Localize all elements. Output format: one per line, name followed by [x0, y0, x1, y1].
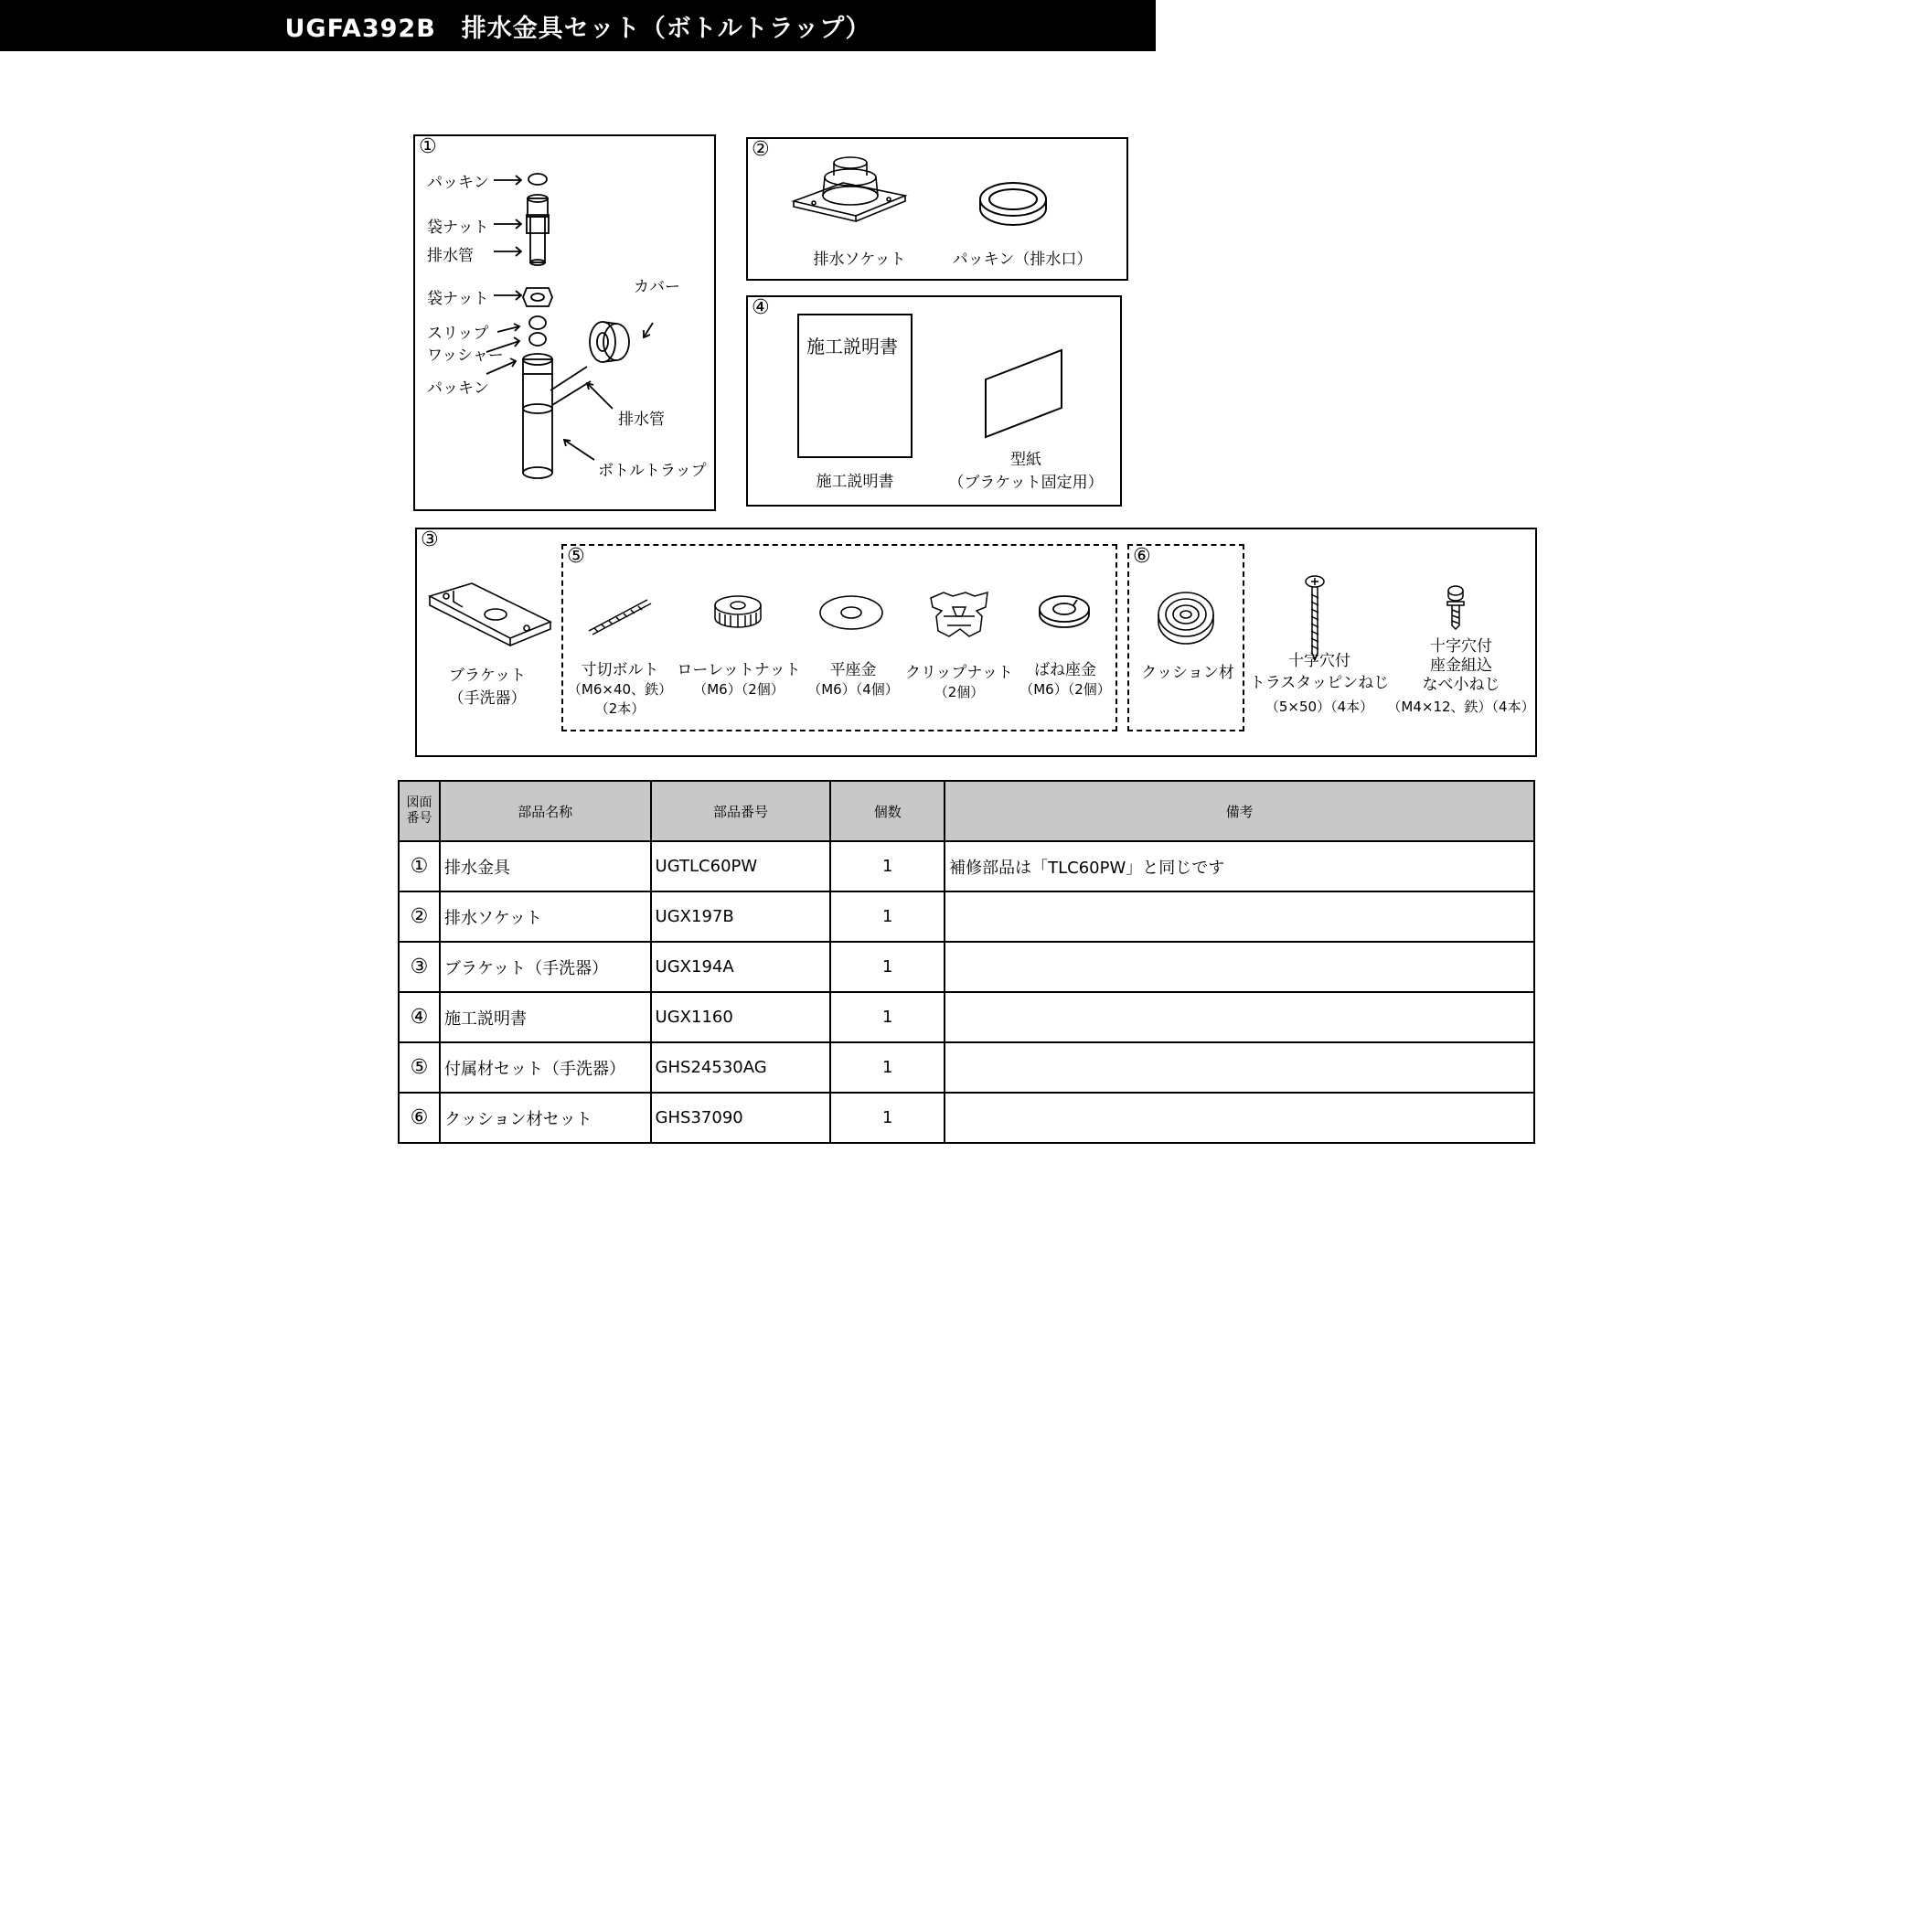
cell-part: GHS37090 [651, 1093, 831, 1143]
cell-no: ② [399, 891, 440, 942]
cell-note [945, 1042, 1534, 1093]
cell-part: UGX194A [651, 942, 831, 992]
flat-washer-illustration [818, 594, 884, 633]
label-spring-washer: ばね座金 [1034, 661, 1096, 679]
label-knurled-nut: ローレットナット [677, 661, 801, 679]
label-cushion-material: クッション材 [1141, 664, 1234, 682]
spring-washer-illustration [1037, 592, 1092, 629]
cell-name: クッション材セット [440, 1093, 651, 1143]
table-row [399, 891, 1534, 942]
label-cap-nut-mid: 袋ナット [427, 290, 489, 308]
table-row [399, 1093, 1534, 1143]
cell-qty: 1 [830, 891, 945, 942]
table-row [399, 942, 1534, 992]
figure-number-4: ④ [752, 296, 770, 319]
label-drain-socket: 排水ソケット [813, 251, 906, 269]
label-clip-nut-qty: （2個） [934, 684, 985, 700]
cell-no: ① [399, 841, 440, 891]
cell-qty: 1 [830, 1042, 945, 1093]
drain-fitting-illustration [413, 134, 716, 511]
label-template: 型紙 [1010, 451, 1041, 469]
label-manual: 施工説明書 [816, 473, 894, 491]
label-flat-washer-spec: （M6）（4個） [807, 681, 899, 698]
knurled-nut-illustration [712, 592, 763, 633]
cell-name: ブラケット（手洗器） [440, 942, 651, 992]
cell-qty: 1 [830, 1093, 945, 1143]
label-cap-nut-top: 袋ナット [427, 219, 489, 237]
cell-note [945, 992, 1534, 1042]
table-header-row [399, 781, 1534, 841]
cell-part: UGX1160 [651, 992, 831, 1042]
cell-note [945, 1093, 1534, 1143]
label-drain-pipe-top: 排水管 [427, 247, 474, 265]
header-part-name: 部品名称 [440, 781, 651, 841]
figure-number-3: ③ [421, 528, 439, 551]
label-tapping-screw-1: 十字穴付 [1288, 652, 1350, 670]
label-bracket-basin: （手洗器） [448, 689, 527, 708]
parts-table [398, 780, 1535, 1144]
table-row [399, 1042, 1534, 1093]
figure-number-1: ① [419, 135, 437, 158]
cell-name: 付属材セット（手洗器） [440, 1042, 651, 1093]
label-threaded-bolt: 寸切ボルト [581, 661, 659, 679]
manual-cover-title: 施工説明書 [806, 336, 898, 358]
cell-part: UGTLC60PW [651, 841, 831, 891]
label-threaded-bolt-qty: （2本） [594, 700, 646, 717]
table-row [399, 841, 1534, 891]
label-template-use: （ブラケット固定用） [948, 474, 1104, 492]
label-pan-screw-spec: （M4×12、鉄）（4本） [1387, 699, 1535, 715]
header-quantity: 個数 [830, 781, 945, 841]
figure-number-2: ② [752, 138, 770, 161]
bracket-illustration [426, 578, 554, 651]
header-remarks: 備考 [945, 781, 1534, 841]
cell-name: 施工説明書 [440, 992, 651, 1042]
label-threaded-bolt-spec: （M6×40、鉄） [567, 681, 673, 698]
label-clip-nut: クリップナット [905, 664, 1013, 682]
label-flat-washer: 平座金 [829, 661, 877, 679]
cell-no: ③ [399, 942, 440, 992]
drain-socket-illustration [786, 155, 914, 238]
cell-no: ⑥ [399, 1093, 440, 1143]
cell-qty: 1 [830, 942, 945, 992]
cell-qty: 1 [830, 992, 945, 1042]
label-cover: カバー [634, 278, 680, 296]
label-washer: ワッシャー [427, 347, 504, 365]
header-drawing-no-text: 図面 番号 [406, 795, 432, 826]
pan-head-screw-illustration [1445, 585, 1467, 631]
figure-number-6: ⑥ [1133, 545, 1151, 568]
cell-note [945, 942, 1534, 992]
page-title: UGFA392B 排水金具セット（ボトルトラップ） [0, 0, 1156, 51]
cell-name: 排水金具 [440, 841, 651, 891]
label-knurled-nut-spec: （M6）（2個） [693, 681, 785, 698]
label-bracket: ブラケット [448, 667, 527, 685]
cell-part: GHS24530AG [651, 1042, 831, 1093]
drain-packing-illustration [977, 179, 1050, 229]
label-tapping-screw-2: トラスタッピンねじ [1249, 674, 1390, 692]
cell-name: 排水ソケット [440, 891, 651, 942]
label-spring-washer-spec: （M6）（2個） [1019, 681, 1111, 698]
cell-qty: 1 [830, 841, 945, 891]
cell-note [945, 891, 1534, 942]
label-drain-pipe-side: 排水管 [618, 411, 665, 429]
header-part-number: 部品番号 [651, 781, 831, 841]
header-drawing-no [399, 781, 440, 841]
table-row [399, 992, 1534, 1042]
tapping-screw-illustration [1304, 574, 1326, 662]
cell-part: UGX197B [651, 891, 831, 942]
label-slip: スリップ [427, 325, 489, 343]
cell-no: ⑤ [399, 1042, 440, 1093]
cushion-material-illustration [1156, 585, 1216, 642]
cell-no: ④ [399, 992, 440, 1042]
label-tapping-screw-spec: （5×50）（4本） [1265, 699, 1374, 715]
figure-number-5: ⑤ [567, 545, 585, 568]
threaded-bolt-illustration [585, 594, 651, 635]
label-pan-screw-1: 十字穴付 [1430, 637, 1492, 656]
label-drain-packing: パッキン（排水口） [952, 251, 1093, 269]
cell-note: 補修部品は「TLC60PW」と同じです [945, 841, 1534, 891]
manual-illustration [797, 314, 913, 458]
label-packing-bottom: パッキン [427, 379, 489, 398]
label-bottle-trap: ボトルトラップ [598, 462, 707, 480]
label-packing-top: パッキン [427, 174, 489, 192]
clip-nut-illustration [925, 589, 993, 640]
template-paper-illustration [983, 347, 1065, 439]
label-pan-screw-2: 座金組込 [1430, 656, 1492, 675]
label-pan-screw-3: なべ小ねじ [1422, 676, 1500, 694]
